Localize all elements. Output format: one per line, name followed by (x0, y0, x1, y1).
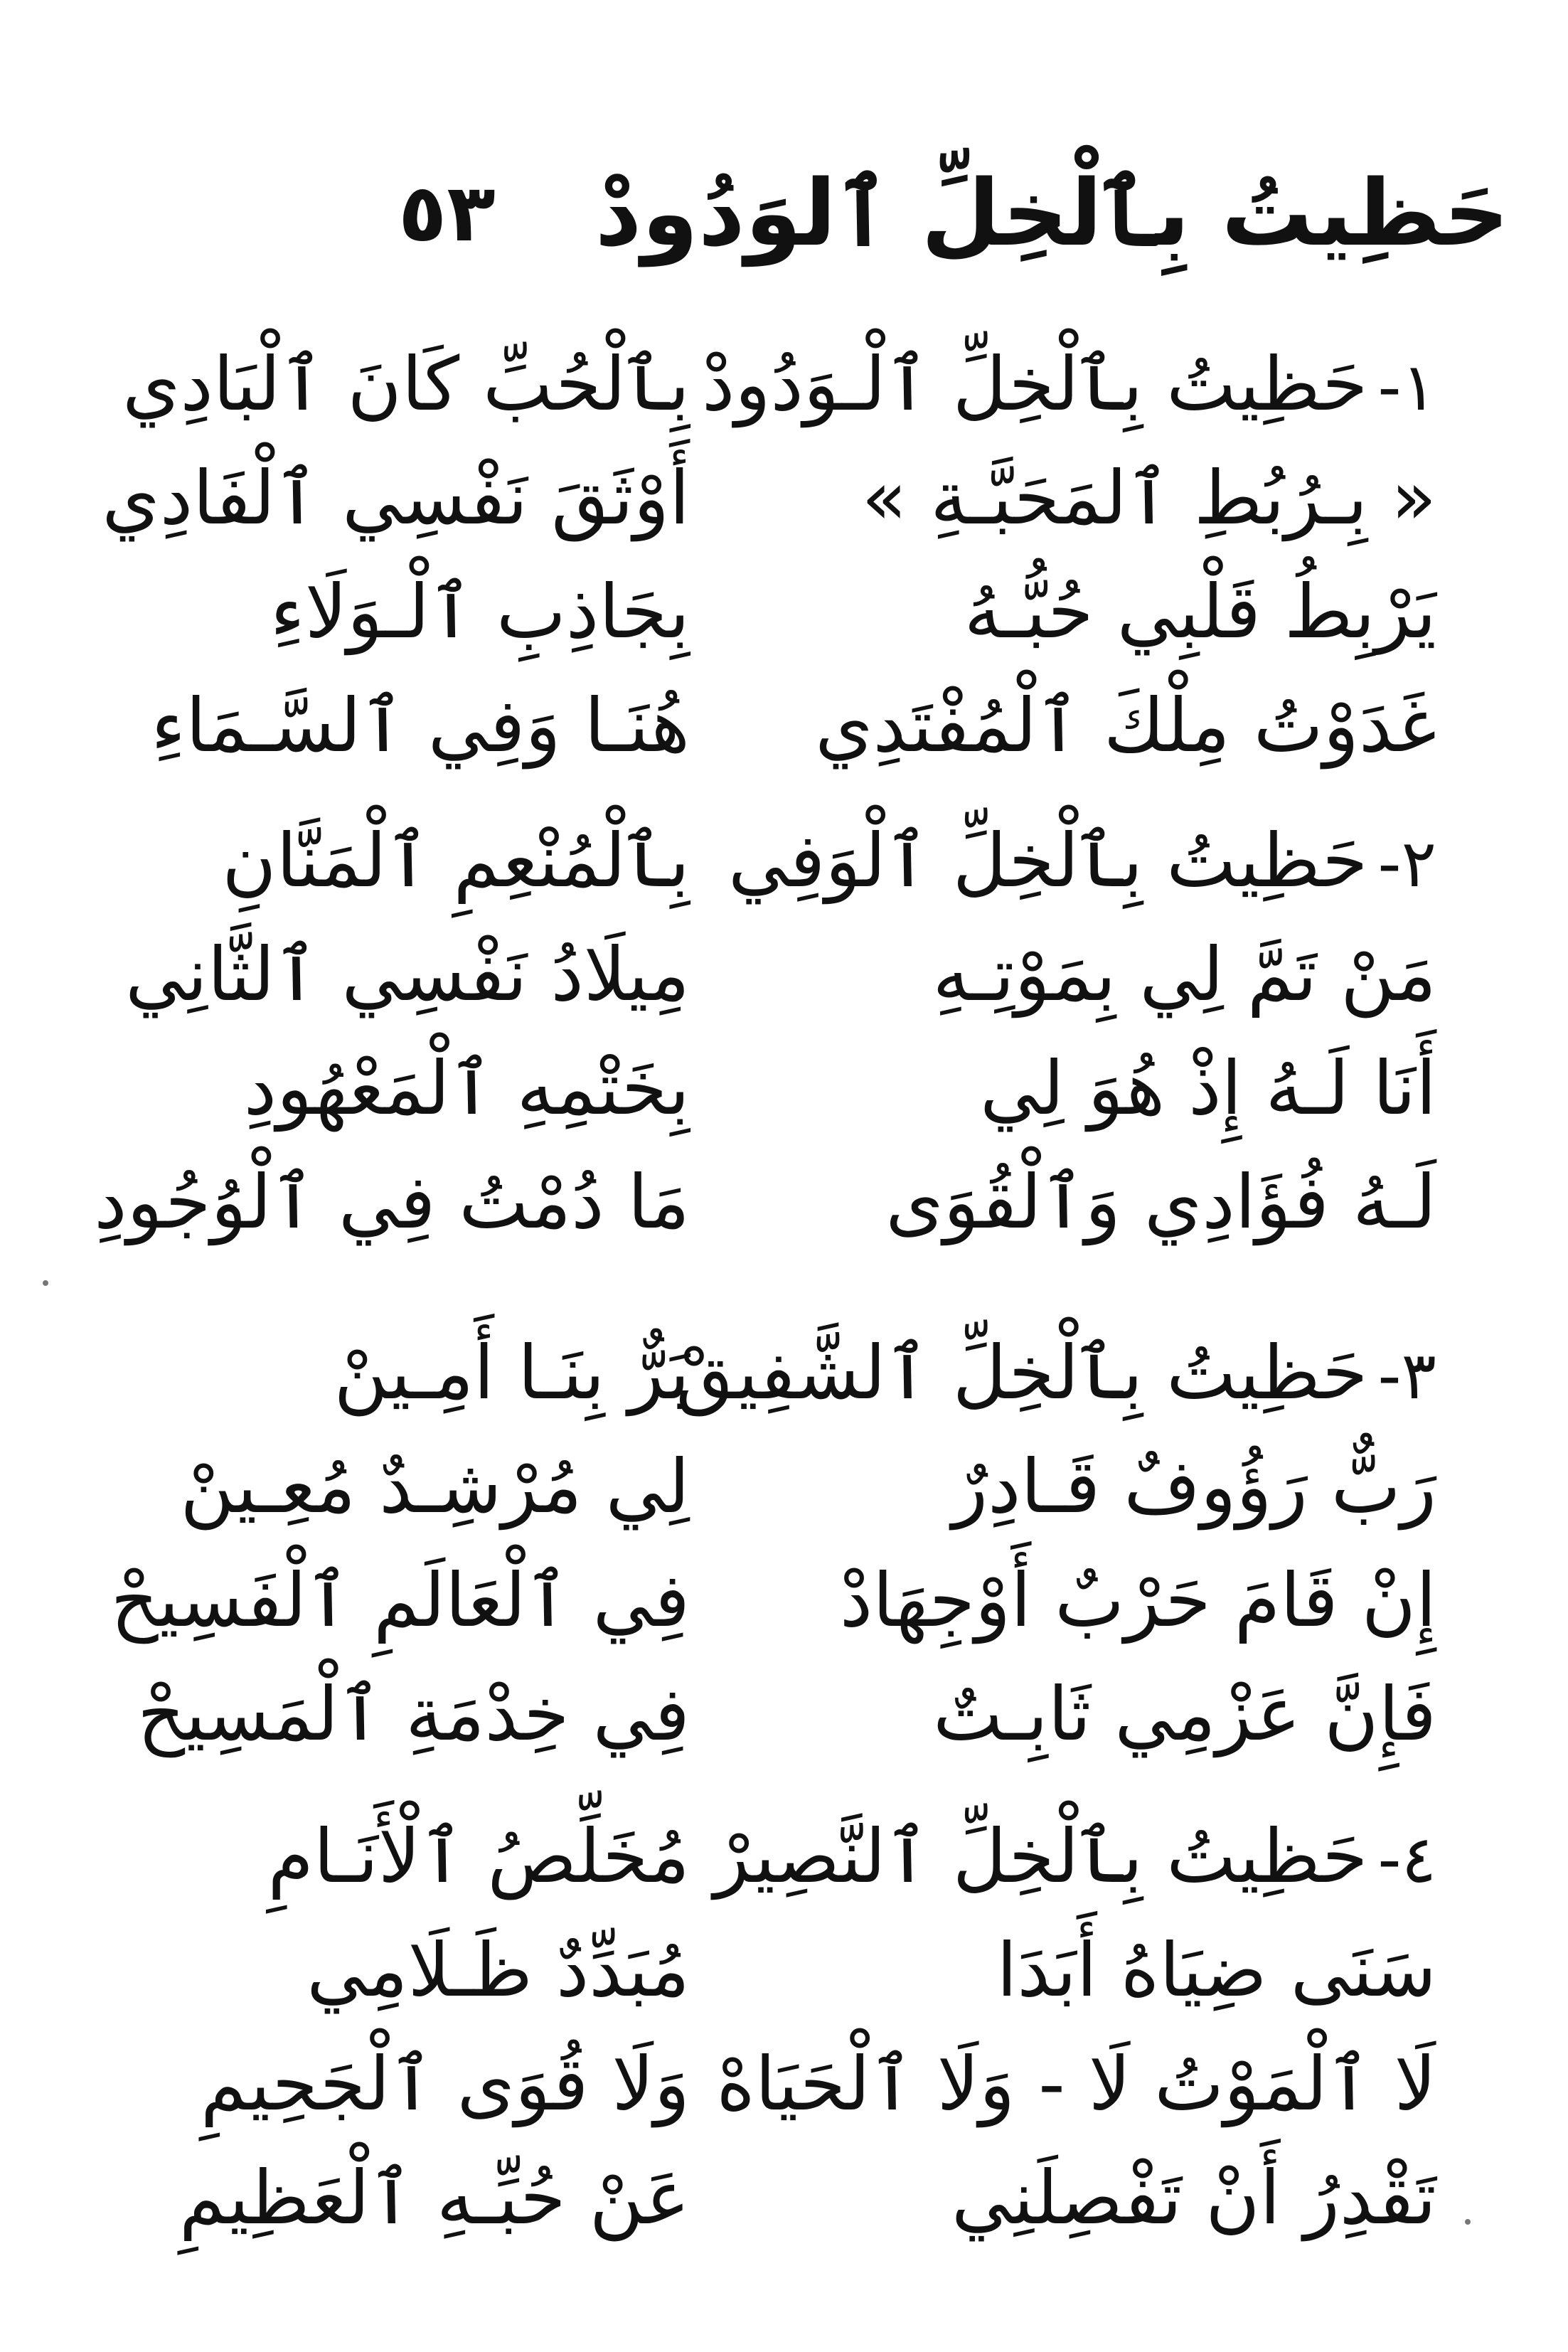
verse-line: سَنَى ضِيَاهُ أَبَدَا (996, 1927, 1436, 2013)
stanza-number: ٢- (1377, 826, 1436, 902)
verse-line: أَوْثَقَ نَفْسِي ٱلْفَادِي (102, 454, 690, 541)
stanza-2-right-column (727, 804, 1436, 1259)
scan-speck (1465, 2219, 1471, 2225)
verse-line: غَدَوْتُ مِلْكَ ٱلْمُفْتَدِي (815, 682, 1436, 769)
verse-line: وَلَا قُوَى ٱلْجَحِيمِ (201, 2040, 690, 2127)
verse-line: أَنَا لَـهُ إِذْ هُوَ لِي (980, 1045, 1436, 1132)
verse-line: ١-حَظِيتُ بِٱلْخِلِّ ٱلْـوَدُودْ (702, 341, 1436, 427)
verse-line: لَـهُ فُؤَادِي وَٱلْقُوَى (885, 1159, 1436, 1245)
verse-line: بِجَاذِبِ ٱلْـوَلَاءِ (270, 568, 690, 655)
verse-line: مُبَدِّدٌ ظَـلَامِي (306, 1927, 690, 2013)
verse-line: فَإِنَّ عَزْمِي ثَابِـتٌ (933, 1671, 1436, 1757)
verse-line: فِي ٱلْعَالَمِ ٱلْفَسِيحْ (110, 1557, 690, 1644)
verse-line: يَرْبِطُ قَلْبِي حُبُّـهُ (964, 568, 1436, 655)
verse-line: إِنْ قَامَ حَرْبٌ أَوْجِهَادْ (839, 1557, 1436, 1644)
verse-line: بَرٌّ بِنَـا أَمِـينْ (334, 1329, 690, 1416)
verse-line: مِيلَادُ نَفْسِي ٱلثَّانِي (125, 931, 690, 1018)
verse-line: تَقْدِرُ أَنْ تَفْصِلَنِي (951, 2154, 1436, 2241)
stanza-2 (64, 804, 1436, 1259)
verse-line: فِي خِدْمَةِ ٱلْمَسِيحْ (137, 1671, 690, 1757)
verse-line: ٢-حَظِيتُ بِٱلْخِلِّ ٱلْوَفِي (727, 817, 1436, 904)
stanza-number: ٣- (1377, 1338, 1436, 1414)
stanza-4-right-column (713, 1799, 1436, 2255)
stanza-3 (64, 1316, 1436, 1771)
verse-line: « بِـرُبُطِ ٱلمَحَبَّـةِ » (861, 454, 1436, 541)
verse-line: بِٱلْمُنْعِمِ ٱلْمَنَّانِ (222, 817, 690, 904)
verse-line: مُخَلِّصُ ٱلْأَنَـامِ (267, 1813, 690, 1900)
verse-line: بِٱلْحُبِّ كَانَ ٱلْبَادِي (122, 341, 690, 427)
verse-line: بِخَتْمِهِ ٱلْمَعْهُودِ (243, 1045, 690, 1132)
verse-line: هُنَـا وَفِي ٱلسَّـمَاءِ (151, 682, 690, 769)
verse-line: مَا دُمْتُ فِي ٱلْوُجُودِ (94, 1159, 690, 1245)
stanza-3-left-column (64, 1316, 690, 1771)
stanza-1 (64, 327, 1436, 782)
verse-line: رَبٌّ رَؤُوفٌ قَـادِرٌ (951, 1443, 1436, 1530)
stanza-1-right-column (702, 327, 1436, 782)
stanza-2-left-column (64, 804, 690, 1259)
stanza-4-left-column (64, 1799, 690, 2255)
verse-line: ٣-حَظِيتُ بِٱلْخِلِّ ٱلشَّفِيقْ (676, 1329, 1436, 1416)
verse-line: ٤-حَظِيتُ بِٱلْخِلِّ ٱلنَّصِيرْ (713, 1813, 1436, 1900)
page-number: ٥٣ (398, 167, 496, 260)
hymn-title: حَظِيتُ بِٱلْخِلِّ ٱلوَدُودْ (594, 161, 1510, 267)
stanza-1-left-column (64, 327, 690, 782)
verse-line: عَنْ حُبِّـهِ ٱلْعَظِيمِ (179, 2154, 690, 2241)
stanza-3-right-column (676, 1316, 1436, 1771)
scan-speck (43, 1280, 48, 1286)
verse-line: لِي مُرْشِـدٌ مُعِـينْ (180, 1443, 690, 1530)
stanza-number: ١- (1377, 349, 1436, 425)
page-header (398, 135, 1510, 292)
stanza-4 (64, 1799, 1436, 2255)
stanza-number: ٤- (1377, 1821, 1436, 1898)
verse-line: لَا ٱلْمَوْتُ لَا - وَلَا ٱلْحَيَاهْ (716, 2040, 1436, 2127)
verse-line: مَنْ تَمَّ لِي بِمَوْتِـهِ (932, 931, 1436, 1018)
